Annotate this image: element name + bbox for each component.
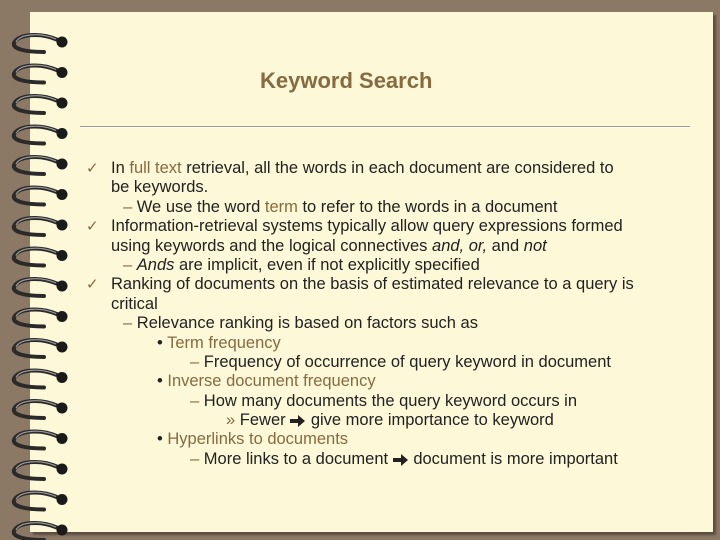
factor-detail: – More links to a document document is more important (190, 449, 618, 468)
slide-title: Keyword Search (260, 68, 433, 93)
sub-bullet-item: – Relevance ranking is based on factors such as (123, 314, 478, 333)
check-mark-icon: ✓ (86, 218, 99, 236)
term-word: term (264, 197, 298, 216)
spiral-binding-ring-icon (14, 523, 68, 540)
bullet-item: ✓ In full text retrieval, all the words in each document are considered to (86, 159, 614, 177)
factor-detail: – Frequency of occurrence of query keyword in document (190, 352, 611, 371)
spiral-binding-ring-icon (14, 65, 68, 82)
spiral-binding-ring-icon (14, 35, 68, 52)
right-arrow-icon (290, 415, 306, 427)
connectives-and-or: and, or, (432, 236, 488, 255)
term-full-text: full text (129, 159, 182, 177)
check-mark-icon: ✓ (86, 160, 99, 177)
bullet-continuation: be keywords. (111, 178, 209, 197)
bullet-continuation: using keywords and the logical connectives and, or, and not (111, 236, 547, 255)
bullet-item: ✓ Ranking of documents on the basis of estimated relevance to a query is (86, 275, 634, 294)
connective-not: not (523, 236, 547, 255)
factor-item: • Term frequency (157, 333, 281, 352)
bullet-continuation: critical (111, 294, 158, 313)
bullet-item: ✓ Information-retrieval systems typically allow query expressions formed (86, 217, 623, 236)
deep-detail: » Fewer give more importance to keyword (226, 411, 554, 430)
sub-bullet-item: – We use the word term to refer to the words in a document (123, 197, 558, 216)
slide-body (0, 159, 720, 469)
spiral-binding-ring-icon (14, 492, 68, 509)
sub-bullet-item: – Ands are implicit, even if not explicitly specified (123, 255, 480, 274)
factor-item: • Inverse document frequency (157, 372, 376, 391)
right-arrow-icon (393, 454, 409, 466)
spiral-binding-ring-icon (14, 96, 68, 113)
spiral-binding-ring-icon (14, 126, 68, 143)
check-mark-icon: ✓ (86, 276, 99, 294)
factor-detail: – How many documents the query keyword occurs in (190, 391, 578, 410)
factor-item: • Hyperlinks to documents (157, 430, 349, 449)
title-divider (80, 126, 690, 128)
